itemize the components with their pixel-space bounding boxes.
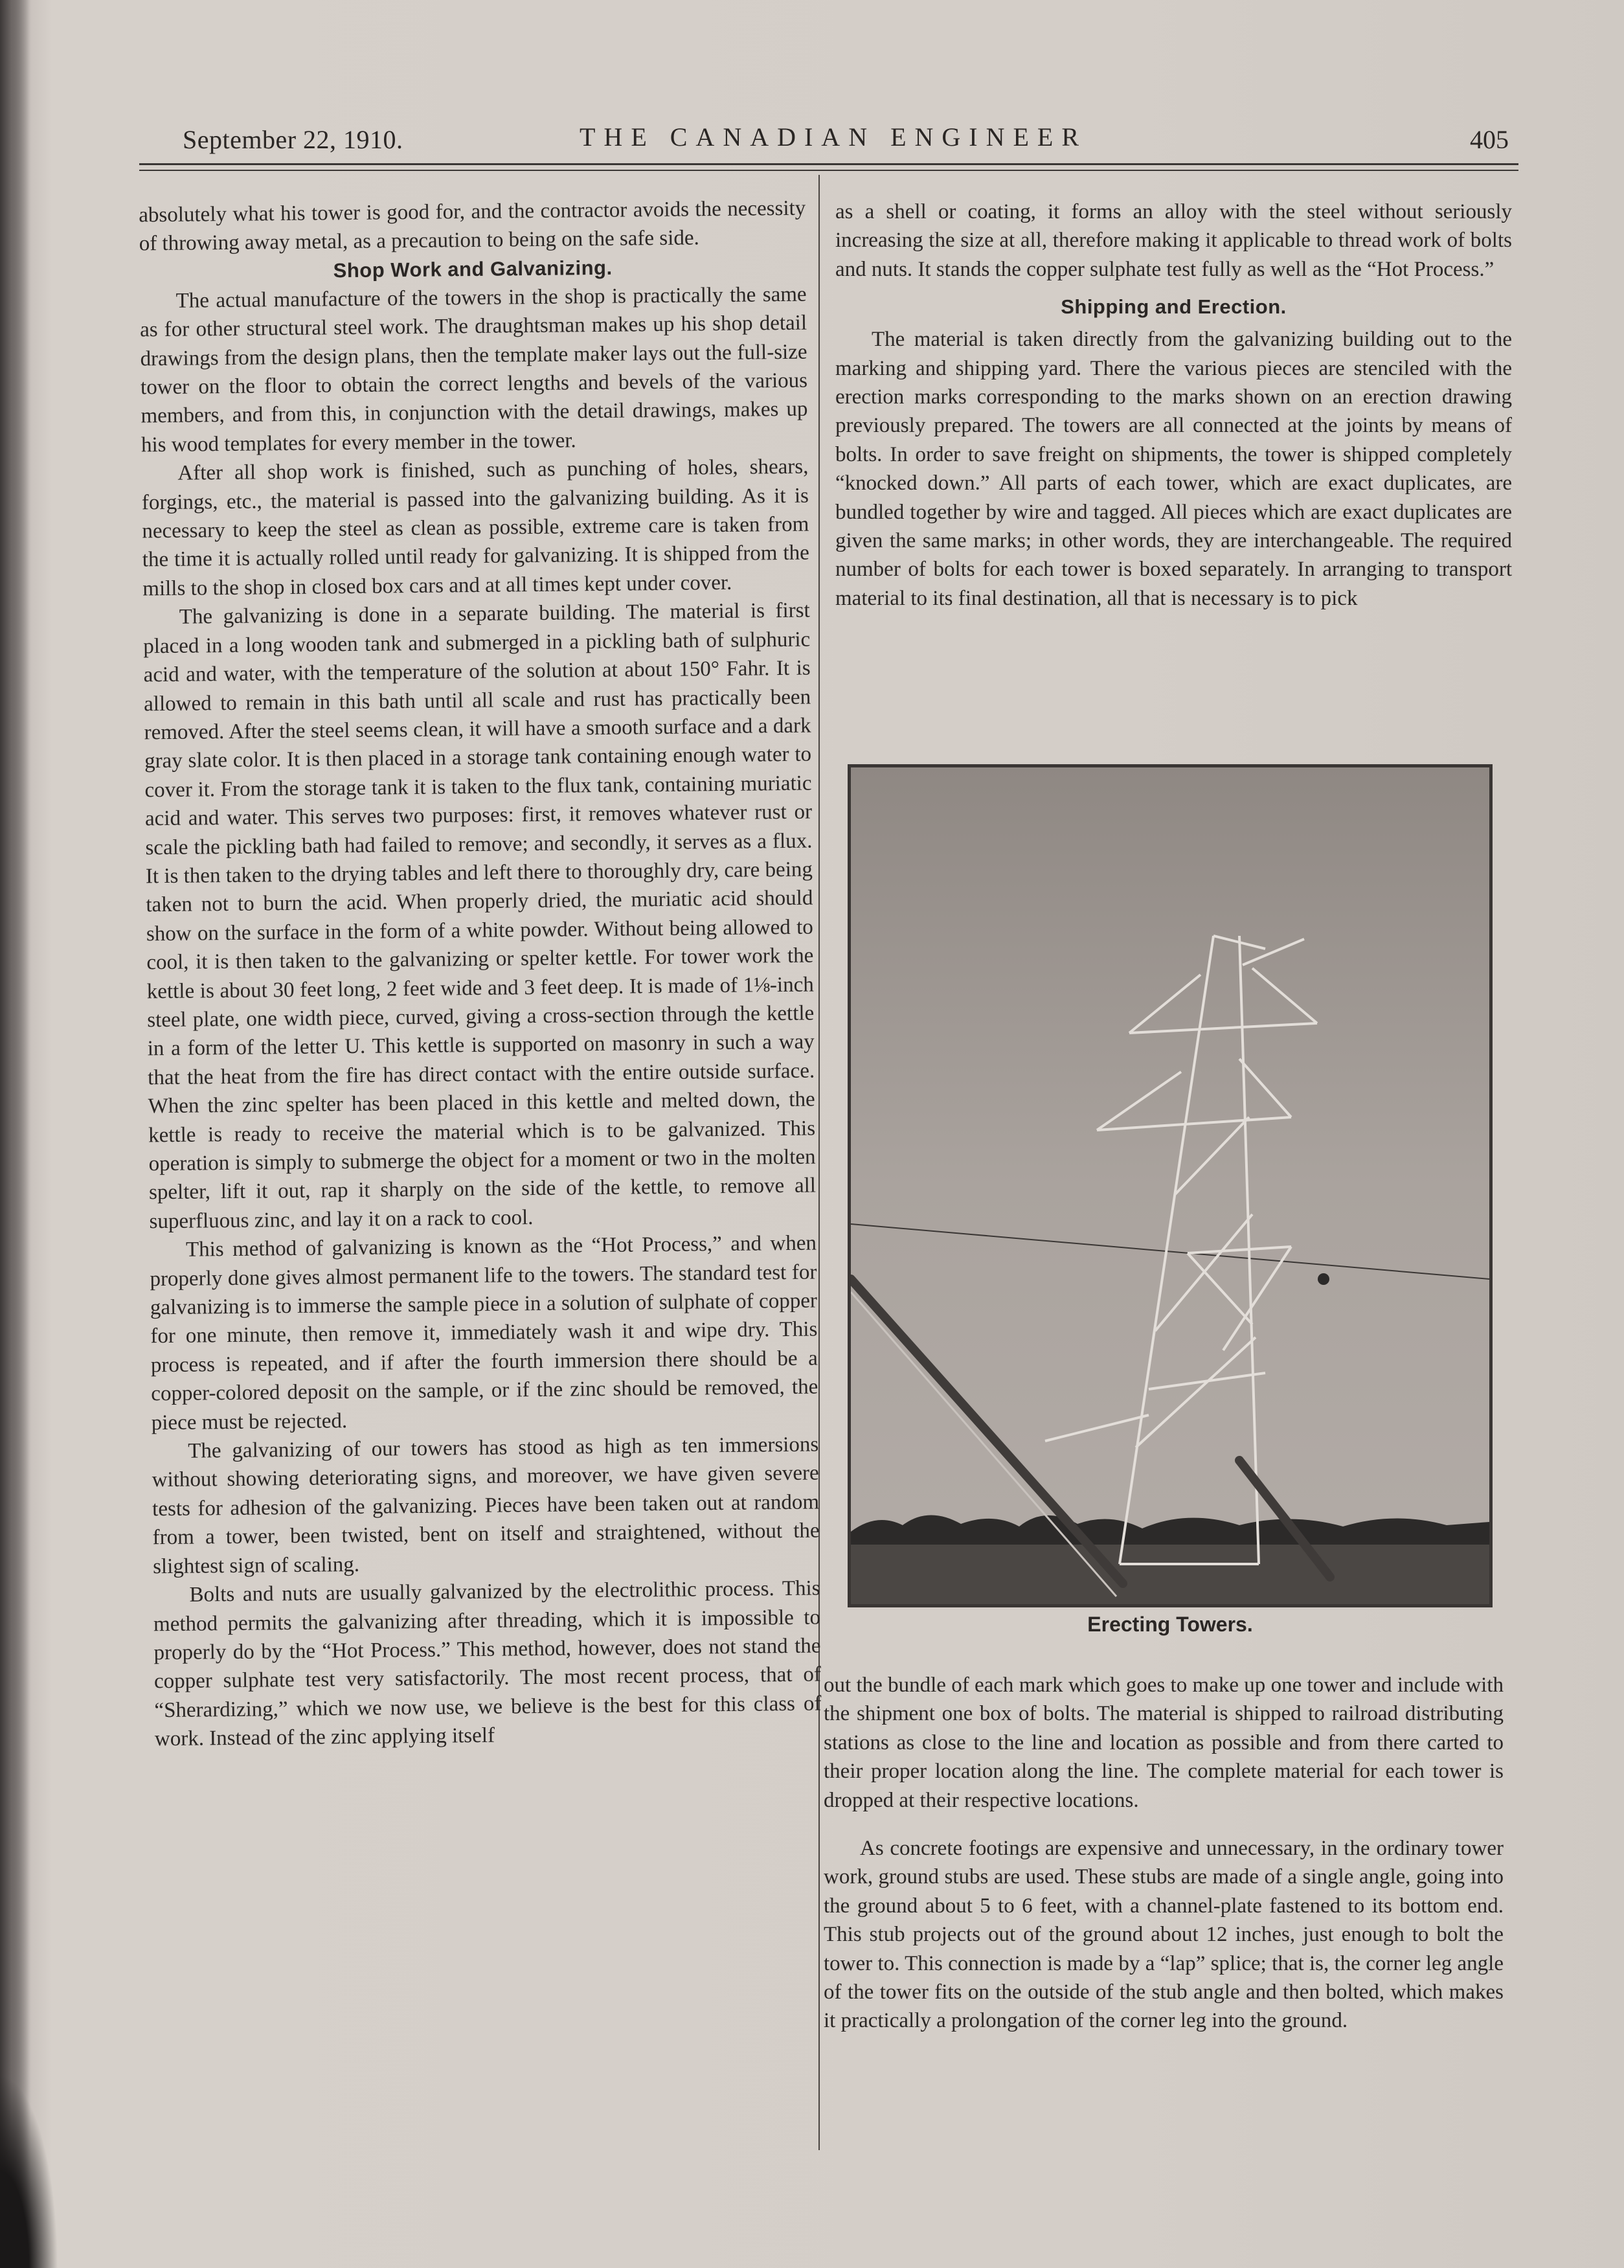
page-corner-shadow: [0, 2074, 58, 2268]
body-paragraph: After all shop work is finished, such as punching of holes, shears, forgings, etc., the material is passed into the galvanizing building. As it is necessary to keep the steel as clean as possible, extreme care is taken from the time it is actually rolled until ready for galvanizing. It is shipped from the mills to the shop in closed box cars and at all times kept under cover.: [141, 455, 809, 601]
running-header: [142, 120, 1509, 159]
issue-date: September 22, 1910.: [183, 125, 403, 154]
header-rule-double: [139, 170, 1518, 171]
body-paragraph: As concrete footings are expensive and unnecessary, in the ordinary tower work, ground stubs are used. These stubs are made of a single angle, going into the ground about 5 to 6 feet, with a channel-plate fastened to its bottom end. This stub projects out of the ground about 12 inches, just enough to bolt the tower to. This connection is made by a “lap” splice; that is, the corner leg angle of the tower fits on the outside of the stub angle and then bolted, which makes it practically a prolongation of the corner leg into the ground.: [824, 1837, 1504, 2033]
left-column: [139, 194, 822, 1754]
body-paragraph: Bolts and nuts are usually galvanized by the electrolithic process. This method permits the galvanizing after threading, which it is impossible to properly do by the “Hot Process.” This method, however, does not stand the copper sulphate test very satisfactorily. The most recent process, that of “Sherardizing,” which we now use, we believe is the best for this class of work. Instead of the zinc applying itself: [153, 1576, 822, 1751]
page-number: 405: [1470, 125, 1509, 154]
body-paragraph: The galvanizing of our towers has stood as high as ten immersions without showing deteriorating signs, and moreover, we have given severe tests for adhesion of the galvanizing. Pieces have been taken out at random from a tower, been twisted, bent on itself and straightened, without the slightest sign of scaling.: [152, 1433, 820, 1578]
binding-gutter-shadow: [0, 0, 31, 2268]
column-divider: [818, 175, 820, 2150]
tower-photo-illustration: [851, 767, 1489, 1604]
right-column-top: [835, 198, 1512, 613]
section-heading-shipping: Shipping and Erection.: [1061, 295, 1287, 319]
header-rule: [139, 163, 1518, 165]
photo-erecting-towers: [848, 764, 1493, 1607]
continued-paragraph: as a shell or coating, it forms an alloy with the steel without seriously increasing the size at all, therefore making it applicable to thread work of bolts and nuts. It stands the copper sulphate test fully as well as the “Hot Process.”: [835, 200, 1512, 281]
journal-title: THE CANADIAN ENGINEER: [580, 122, 1088, 152]
continued-paragraph: out the bundle of each mark which goes to make up one tower and include with the shipment one box of bolts. The material is shipped to railroad distributing stations as close to the line and location as possible and from there carted to their proper location along the line. The complete material for each tower is dropped at their respective locations.: [824, 1673, 1504, 1812]
body-paragraph: The material is taken directly from the galvanizing building out to the marking and shipping yard. There the various pieces are stenciled with the erection marks corresponding to the marks shown on an erection drawing previously prepared. The towers are all connected at the joints by means of bolts. In order to save freight on shipments, the tower is shipped completely “knocked down.” All parts of each tower, which are exact duplicates, are bundled together by wire and tagged. All pieces which are exact duplicates are given the same marks; in other words, they are interchangeable. The required number of bolts for each tower is boxed separately. In arranging to transport material to its final destination, all that is necessary is to pick: [835, 328, 1512, 610]
body-paragraph: The galvanizing is done in a separate building. The material is first placed in a long wooden tank and submerged in a pickling bath of sulphuric acid and water, with the temperature of the solution at about 150° Fahr. It is allowed to remain in this bath until all scale and rust has practically been removed. After the steel seems clean, it will have a smooth surface and a dark gray slate color. It is then placed in a storage tank containing enough water to cover it. From the storage tank it is taken to the flux tank, containing muriatic acid and water. This serves two purposes: first, it removes whatever rust or scale the pickling bath had failed to remove; and secondly, it serves as a flux. It is then taken to the drying tables and left there to thoroughly dry, care being taken not to burn the acid. When properly dried, the muriatic acid should show on the surface in the form of a white powder. Without being allowed to cool, it is then taken to the galvanizing or spelter kettle. For tower work the kettle is about 30 feet long, 2 feet wide and 3 feet deep. It is made of 1⅛-inch steel plate, one width piece, curved, giving a cross-section through the kettle in a form of the letter U. This kettle is supported on masonry in such a way that the heat from the fire has direct contact with the entire outside surface. When the zinc spelter has been placed in this kettle and melted down, the kettle is ready to receive the material which is to be galvanized. This operation is simply to submerge the object for a moment or two in the molten spelter, lift it out, rap it sharply on the side of the kettle, to remove all superfluous zinc, and lay it on a rack to cool.: [143, 598, 817, 1234]
body-paragraph: This method of galvanizing is known as the “Hot Process,” and when properly done gives almost permanent life to the towers. The standard test for galvanizing is to immerse the sample piece in a solution of sulphate of copper for one minute, then remove it, immediately wash it and wipe dry. This process is repeated, and if after the fourth immersion there should be a copper-colored deposit on the sample, or if the zinc should be removed, the piece must be rejected.: [150, 1231, 818, 1435]
continued-paragraph: absolutely what his tower is good for, and the contractor avoids the necessity of throwing away metal, as a precaution to being on the safe side.: [139, 196, 806, 256]
right-column-bottom: [824, 1671, 1504, 2036]
section-heading-shop-work: Shop Work and Galvanizing.: [333, 256, 613, 282]
figure-caption: Erecting Towers.: [1087, 1613, 1253, 1636]
body-paragraph: The actual manufacture of the towers in the shop is practically the same as for other structural steel work. The draughtsman makes up his shop detail drawings from the design plans, then the template maker lays out the full-size tower on the floor to obtain the correct lengths and bevels of the various members, and from this, in conjunction with the detail drawings, makes up his wood templates for every member in the tower.: [139, 282, 808, 457]
